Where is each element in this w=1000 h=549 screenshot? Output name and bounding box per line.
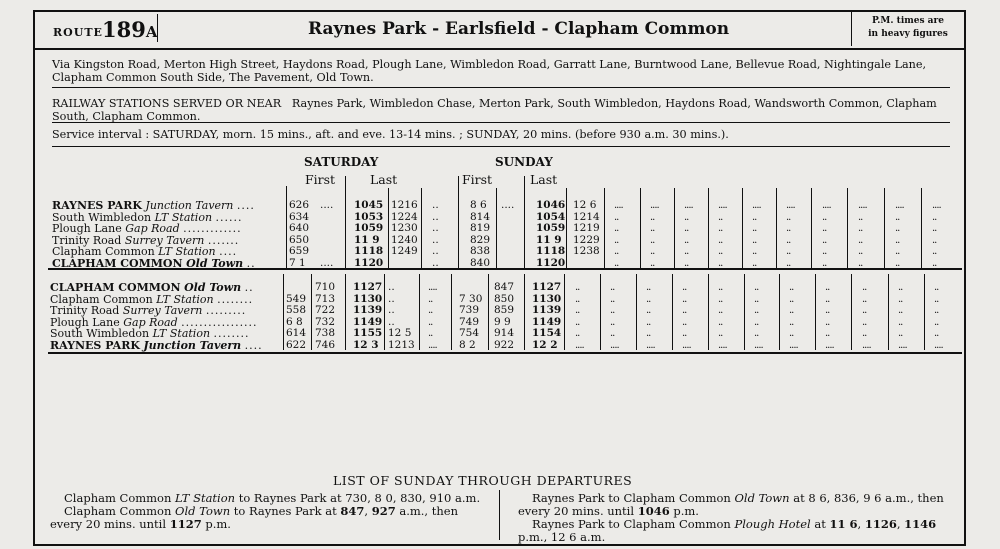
inbound-sun-first-1: 7 30 739 749 754 8 2 (459, 292, 483, 351)
filler-column: .. .. .. .. .. .... (575, 282, 584, 351)
inbound-sat-first-1: 549 558 6 8 614 622 (286, 292, 307, 351)
filler-column: .. .. .. .. .. .... (754, 282, 763, 351)
list-entry: Raynes Park to Clapham Common Old Town at 8 6, 836, 9 6 a.m., then every 20 mins. until 1046 p.m. (518, 491, 944, 518)
outbound-sat-last-1: 1045 1053 1059 11 9 1118 1120 (354, 199, 384, 269)
outbound-sun-first-2: .... (501, 199, 515, 211)
stop-row: Clapham Common LT Station .... (52, 245, 238, 258)
filler-column: .. .. .. .. .. .... (682, 282, 691, 351)
filler-column: .... .. .. .. .. .. (718, 200, 727, 269)
filler-column: .. .. .. .. .. .... (789, 282, 798, 351)
filler-column: .. .. .. .. .. .... (610, 282, 619, 351)
filler-column: .... .. .. .. .. .. (895, 200, 904, 269)
inbound-sat-first-2: 710 713 722 732 738 746 (315, 281, 336, 351)
filler-column: .... .. .. .. .. .. (650, 200, 659, 269)
route-label: ROUTE (53, 26, 103, 39)
inbound-stop-list (50, 282, 263, 351)
list-entry: Clapham Common Old Town to Raynes Park at 847, 927 a.m., then every 20 mins. until 1127 p.m. (50, 504, 458, 531)
inbound-sat-last-2: .. .. .. .. 12 5 1213 (388, 281, 415, 351)
stop-row: Clapham Common LT Station ........ (50, 292, 254, 306)
filler-column: .... .. .. .. .. .. (614, 200, 623, 269)
filler-column: .. .. .. .. .. .... (862, 282, 871, 351)
stop-row: Plough Lane Gap Road ................. (50, 315, 258, 329)
filler-column: .... .. .. .. .. .. (684, 200, 693, 269)
inbound-sun-first-2: 847 850 859 9 9 914 922 (494, 281, 515, 351)
stop-row: Plough Lane Gap Road ............. (52, 222, 242, 235)
outbound-sun-last-2: 12 6 1214 1219 1229 1238 (573, 199, 600, 257)
list-title: LIST OF SUNDAY THROUGH DEPARTURES (333, 473, 633, 488)
sat-first-heading: First (305, 172, 336, 187)
filler-column: .. .. .. .. .. .... (718, 282, 727, 351)
filler-column: .. .. .. .. .. .... (825, 282, 834, 351)
sat-last-heading: Last (370, 172, 398, 187)
outbound-sun-first-1: 8 6 814 819 829 838 840 (470, 199, 491, 269)
stop-row: South Wimbledon LT Station ........ (50, 327, 250, 340)
filler-column: .. .. .. .. .. .... (898, 282, 907, 351)
sun-last-heading: Last (530, 172, 558, 187)
list-left (50, 492, 490, 531)
filler-column: .... .. .. .. .. .. (932, 200, 941, 269)
inbound-sun-last-1: 1127 1130 1139 1149 1154 12 2 (532, 281, 562, 351)
route-title: Raynes Park - Earlsfield - Clapham Common (308, 19, 730, 39)
sunday-heading: SUNDAY (495, 155, 553, 169)
outbound-stop-list (52, 200, 256, 269)
filler-column: .... .. .. .. .. .. (786, 200, 795, 269)
list-entry: Raynes Park to Clapham Common Plough Hotel at 11 6, 1126, 1146 p.m., 12 6 a.m. (518, 517, 937, 544)
filler-column: .... .. .. .. .. .. (822, 200, 831, 269)
stop-row: CLAPHAM COMMON Old Town .. (50, 281, 254, 294)
service-interval: Service interval : SATURDAY, morn. 15 mins., aft. and eve. 13-14 mins. ; SUNDAY, 20 mins. (before 930 a.m. 30 mins.). (52, 128, 729, 141)
filler-column: .. .. .. .. .. .... (646, 282, 655, 351)
stop-row: Trinity Road Surrey Tavern ......... (50, 304, 247, 317)
list-right (518, 492, 958, 544)
outbound-sun-last-1: 1046 1054 1059 11 9 1118 1120 (536, 199, 566, 269)
outbound-sat-last-3: .. .. .. .. .. .. (432, 199, 439, 269)
stop-row: CLAPHAM COMMON Old Town .. (52, 256, 256, 270)
filler-column: .... .. .. .. .. .. (858, 200, 867, 269)
pm-note: P.M. times are in heavy figures (868, 16, 948, 39)
outbound-sat-last-2: 1216 1224 1230 1240 1249 (391, 199, 418, 257)
filler-column: .. .. .. .. .. .... (934, 282, 943, 351)
via-description: Via Kingston Road, Merton High Street, Haydons Road, Plough Lane, Wimbledon Road, Garratt Lane, Burntwood Lane, Bellevue Road, Nightingale Lane, Clapham Common South Side, The Pavement, Old Town. (52, 58, 927, 84)
outbound-sat-first-1: 626 634 640 650 659 7 1 (289, 199, 310, 269)
stop-row: South Wimbledon LT Station ...... (52, 210, 243, 224)
timetable-frame (33, 10, 966, 546)
inbound-sat-last-1: 1127 1130 1139 1149 1155 12 3 (353, 281, 383, 351)
filler-column: .... .. .. .. .. .... (428, 282, 437, 351)
stop-row: RAYNES PARK Junction Tavern .... (50, 338, 263, 352)
list-entry: Clapham Common LT Station to Raynes Park at 730, 8 0, 830, 910 a.m. (64, 491, 481, 505)
stop-row: RAYNES PARK Junction Tavern .... (52, 199, 255, 212)
saturday-heading: SATURDAY (304, 155, 379, 169)
sun-first-heading: First (462, 172, 493, 187)
filler-column: .... .. .. .. .. .. (752, 200, 761, 269)
route-number: 189A (102, 17, 158, 42)
stop-row: Trinity Road Surrey Tavern ....... (52, 233, 240, 247)
outbound-sat-first-2: .... .... (320, 199, 334, 269)
railway-stations: RAILWAY STATIONS SERVED OR NEAR Raynes Park, Wimbledon Chase, Merton Park, South Wimbledon, Haydons Road, Wandsworth Common, Clapham South, Clapham Common. (52, 97, 937, 123)
